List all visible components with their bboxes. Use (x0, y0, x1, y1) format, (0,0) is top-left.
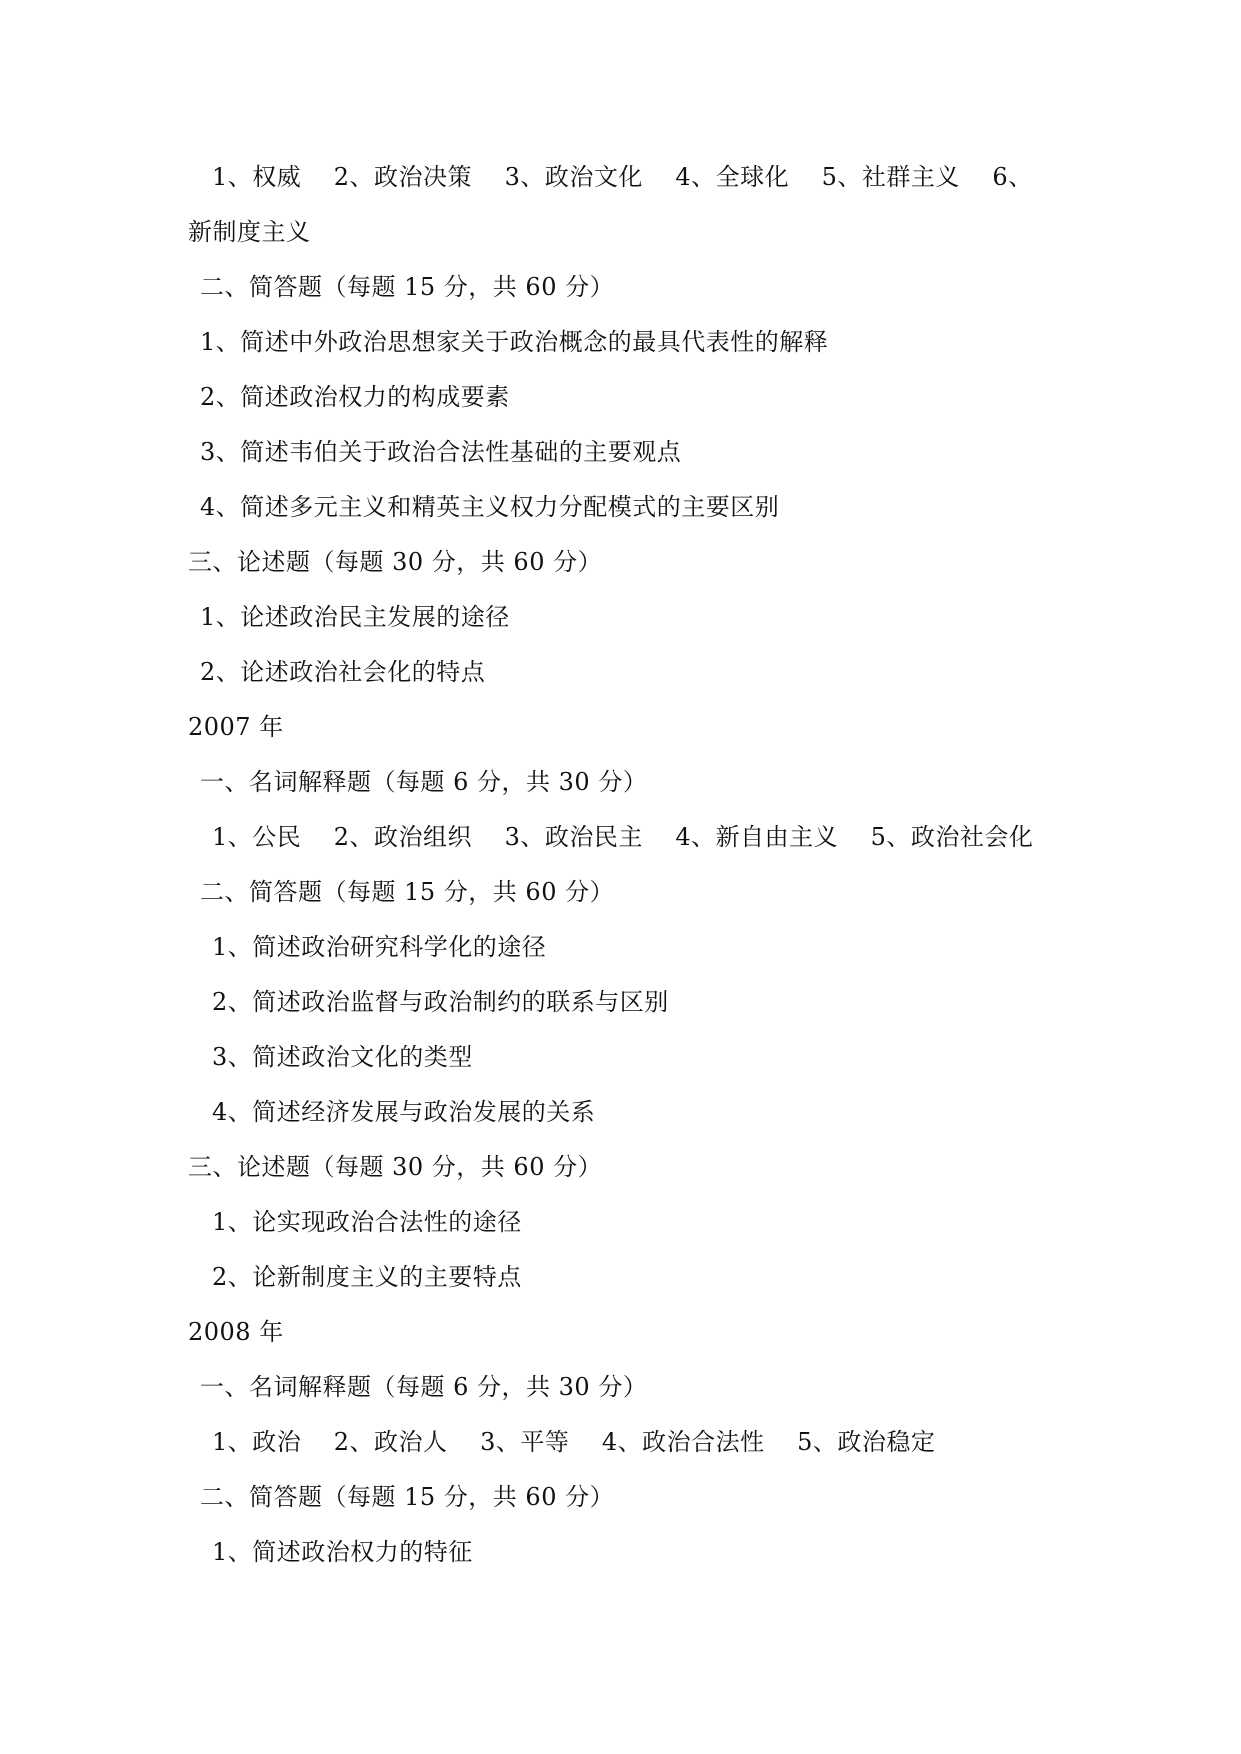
year-heading-2007: 2007 年 (188, 713, 284, 741)
question-item: 3、简述政治文化的类型 (212, 1043, 473, 1071)
section-heading-short-answer: 二、简答题（每题 15 分，共 60 分） (200, 1483, 615, 1511)
section-heading-short-answer: 二、简答题（每题 15 分，共 60 分） (200, 878, 615, 906)
terms-line-2007: 1、公民 2、政治组织 3、政治民主 4、新自由主义 5、政治社会化 (212, 823, 1034, 851)
question-item: 1、论述政治民主发展的途径 (200, 603, 510, 631)
year-heading-2008: 2008 年 (188, 1318, 284, 1346)
question-item: 1、简述中外政治思想家关于政治概念的最具代表性的解释 (200, 328, 829, 356)
section-heading-essay: 三、论述题（每题 30 分，共 60 分） (188, 1153, 603, 1181)
terms-line-2006: 1、权威 2、政治决策 3、政治文化 4、全球化 5、社群主义 6、 (212, 163, 1033, 191)
question-item: 2、简述政治权力的构成要素 (200, 383, 510, 411)
section-heading-short-answer: 二、简答题（每题 15 分，共 60 分） (200, 273, 615, 301)
question-item: 4、简述经济发展与政治发展的关系 (212, 1098, 596, 1126)
section-heading-essay: 三、论述题（每题 30 分，共 60 分） (188, 548, 603, 576)
question-item: 4、简述多元主义和精英主义权力分配模式的主要区别 (200, 493, 780, 521)
question-item: 2、论述政治社会化的特点 (200, 658, 486, 686)
question-item: 1、论实现政治合法性的途径 (212, 1208, 522, 1236)
question-item: 2、论新制度主义的主要特点 (212, 1263, 522, 1291)
question-item: 1、简述政治权力的特征 (212, 1538, 473, 1566)
terms-line-2008: 1、政治 2、政治人 3、平等 4、政治合法性 5、政治稳定 (212, 1428, 936, 1456)
section-heading-terms: 一、名词解释题（每题 6 分，共 30 分） (200, 1373, 648, 1401)
terms-line-2006-cont: 新制度主义 (188, 218, 311, 246)
question-item: 3、简述韦伯关于政治合法性基础的主要观点 (200, 438, 682, 466)
section-heading-terms: 一、名词解释题（每题 6 分，共 30 分） (200, 768, 648, 796)
question-item: 2、简述政治监督与政治制约的联系与区别 (212, 988, 669, 1016)
question-item: 1、简述政治研究科学化的途径 (212, 933, 547, 961)
